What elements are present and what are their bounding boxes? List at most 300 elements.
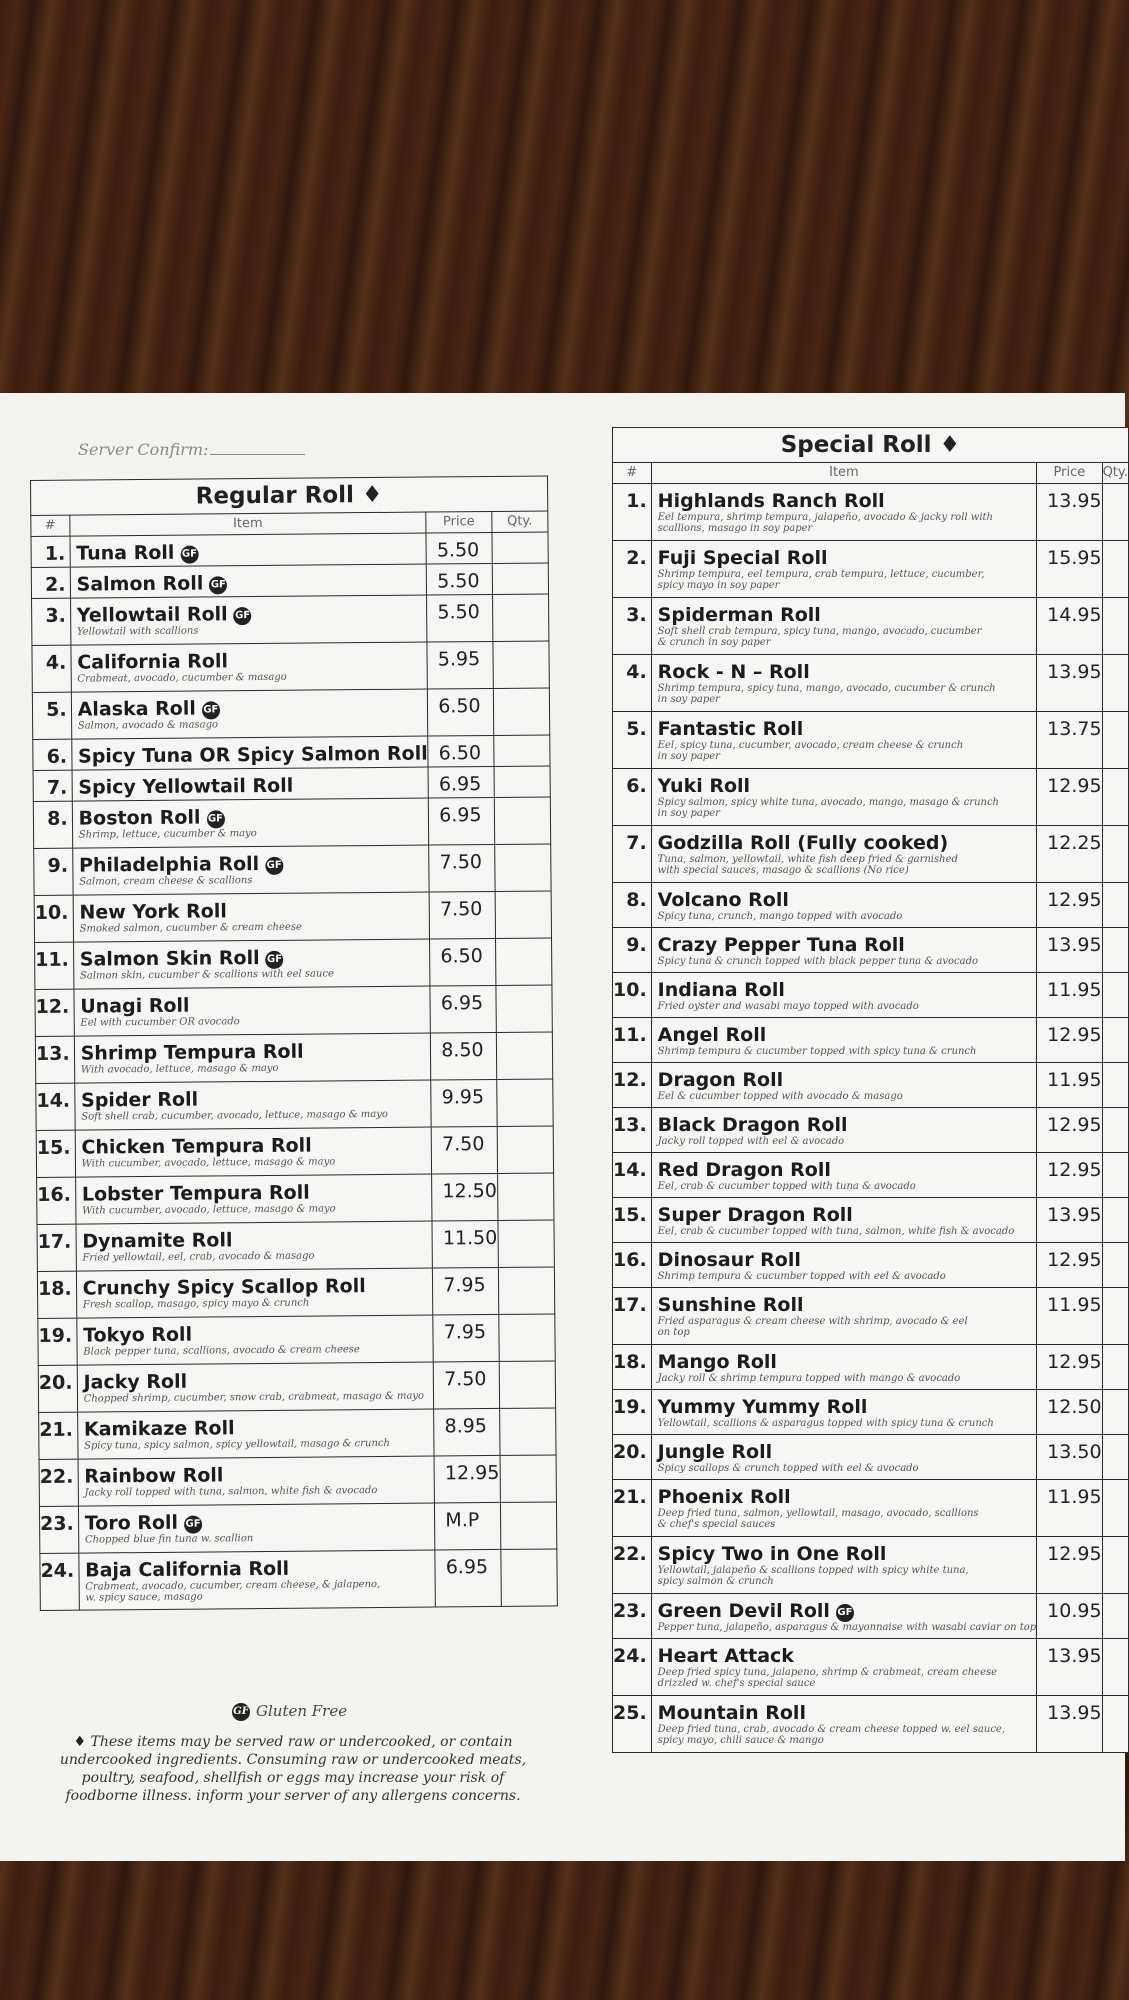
item-cell — [78, 1503, 435, 1553]
gluten-free-icon: GF — [202, 701, 220, 719]
item-price: 12.25 — [1037, 826, 1102, 883]
menu-row — [35, 1032, 552, 1084]
diamond-icon: ♦ — [73, 1734, 87, 1750]
item-cell — [75, 1174, 432, 1224]
item-description: in soy paper — [657, 751, 720, 762]
item-cell — [651, 1480, 1036, 1537]
qty-field[interactable] — [492, 563, 549, 594]
qty-field[interactable] — [1102, 1018, 1128, 1063]
menu-row — [613, 484, 1129, 541]
item-number: 20. — [613, 1435, 652, 1480]
qty-field[interactable] — [1102, 928, 1128, 973]
item-price: 12.95 — [434, 1455, 500, 1503]
qty-field[interactable] — [500, 1502, 557, 1549]
menu-row — [39, 1455, 556, 1507]
item-number: 2. — [31, 567, 70, 598]
item-number: 10. — [34, 895, 73, 942]
item-number: 24. — [613, 1639, 652, 1696]
item-cell — [651, 598, 1036, 655]
item-name: Fantastic Roll — [657, 718, 804, 740]
menu-row — [613, 973, 1129, 1018]
item-cell — [74, 1033, 431, 1083]
qty-field[interactable] — [1102, 541, 1128, 598]
item-description: Salmon, cream cheese & scallions — [79, 875, 253, 888]
qty-field[interactable] — [1102, 1153, 1128, 1198]
menu-row — [33, 797, 550, 849]
menu-row — [39, 1408, 556, 1460]
item-name: Boston Roll GF — [78, 806, 224, 830]
qty-field[interactable] — [494, 844, 551, 891]
item-name: Phoenix Roll — [657, 1486, 791, 1508]
item-price: 11.95 — [1037, 1063, 1102, 1108]
item-price: 10.95 — [1037, 1594, 1102, 1639]
item-cell — [651, 1594, 1036, 1639]
item-name: California Roll — [77, 650, 229, 674]
item-cell — [78, 1456, 435, 1506]
menu-row — [613, 928, 1129, 973]
qty-field[interactable] — [495, 891, 552, 938]
item-description: on top — [657, 1327, 690, 1338]
item-cell — [70, 564, 427, 598]
menu-row — [613, 1243, 1129, 1288]
item-number: 11. — [35, 942, 74, 989]
item-price: M.P — [435, 1502, 501, 1550]
item-name: Baja California Roll — [85, 1557, 290, 1582]
header-price: Price — [426, 511, 492, 533]
gluten-free-icon: GF — [232, 1703, 250, 1721]
item-name: Heart Attack — [657, 1645, 794, 1667]
qty-field[interactable] — [494, 766, 551, 797]
menu-row — [34, 844, 551, 896]
item-description: Shrimp tempura & cucumber topped with eel & avocado — [657, 1271, 946, 1282]
qty-field[interactable] — [1102, 1696, 1128, 1753]
item-description: Chopped blue fin tuna w. scallion — [84, 1533, 254, 1546]
item-price: 12.50 — [1037, 1390, 1102, 1435]
qty-field[interactable] — [1102, 883, 1128, 928]
item-description: scallions, masago in soy paper — [657, 523, 813, 534]
item-number: 18. — [37, 1271, 76, 1318]
gluten-free-legend: GF Gluten Free — [233, 1702, 348, 1720]
item-price: 15.95 — [1037, 541, 1102, 598]
special-roll-table — [612, 427, 1129, 1753]
menu-row — [613, 1018, 1129, 1063]
qty-field[interactable] — [494, 797, 551, 844]
item-cell — [651, 1390, 1036, 1435]
menu-row — [613, 826, 1129, 883]
item-description: Soft shell crab, cucumber, avocado, lettuce, masago & mayo — [81, 1108, 388, 1123]
item-name: Godzilla Roll (Fully cooked) — [657, 832, 949, 854]
qty-field[interactable] — [498, 1314, 555, 1361]
gluten-free-icon: GF — [180, 546, 198, 564]
item-description: Fresh scallop, masago, spicy mayo & crunch — [82, 1297, 310, 1311]
item-description: drizzled w. chef's special sauce — [657, 1678, 816, 1689]
item-description: Eel with cucumber OR avocado — [80, 1016, 240, 1029]
item-cell — [651, 1108, 1036, 1153]
menu-row — [33, 735, 550, 771]
item-price: 12.95 — [1037, 1018, 1102, 1063]
item-price: 11.95 — [1037, 973, 1102, 1018]
qty-field[interactable] — [496, 985, 553, 1032]
qty-field[interactable] — [498, 1267, 555, 1314]
menu-row — [32, 641, 549, 693]
item-number: 16. — [613, 1243, 652, 1288]
item-description: Fried yellowtail, eel, crab, avocado & masago — [82, 1250, 315, 1264]
gluten-free-icon: GF — [206, 810, 224, 828]
item-name: Spicy Two in One Roll — [657, 1543, 887, 1565]
menu-row — [33, 766, 550, 802]
item-number: 13. — [613, 1108, 652, 1153]
item-cell — [651, 655, 1036, 712]
item-number: 25. — [613, 1696, 652, 1753]
item-cell — [77, 1362, 434, 1412]
item-price: 6.95 — [430, 985, 496, 1033]
item-number: 2. — [613, 541, 652, 598]
item-name: Black Dragon Roll — [657, 1114, 848, 1136]
menu-row — [32, 594, 549, 646]
qty-field[interactable] — [1102, 1108, 1128, 1153]
qty-field[interactable] — [1102, 712, 1128, 769]
item-name: Rock - N – Roll — [657, 661, 810, 683]
item-price: 12.95 — [1037, 1108, 1102, 1153]
menu-row — [613, 1435, 1129, 1480]
item-description: Spicy tuna, spicy salmon, spicy yellowtail, masago & crunch — [84, 1437, 390, 1452]
item-description: in soy paper — [657, 808, 720, 819]
header-number: # — [31, 515, 70, 536]
item-price: 7.95 — [433, 1314, 499, 1362]
qty-field[interactable] — [1102, 1288, 1128, 1345]
qty-field[interactable] — [493, 641, 550, 688]
item-description: spicy mayo in soy paper — [657, 580, 780, 591]
menu-row — [613, 1480, 1129, 1537]
item-description: Deep fried tuna, crab, avocado & cream cheese topped w. eel sauce, — [657, 1724, 1006, 1735]
item-description: With avocado, lettuce, masago & mayo — [80, 1062, 279, 1076]
item-name: Philadelphia Roll GF — [78, 853, 282, 877]
item-number: 6. — [613, 769, 652, 826]
item-number: 14. — [36, 1083, 75, 1130]
item-description: Shrimp, lettuce, cucumber & mayo — [78, 828, 257, 841]
item-number: 12. — [35, 989, 74, 1036]
item-cell — [651, 883, 1036, 928]
item-description: & chef's special sauces — [657, 1519, 776, 1530]
menu-row — [613, 1594, 1129, 1639]
item-cell — [73, 939, 430, 989]
item-name: Highlands Ranch Roll — [657, 490, 885, 512]
menu-row — [613, 883, 1129, 928]
menu-row — [613, 769, 1129, 826]
item-description: Jacky roll topped with tuna, salmon, white fish & avocado — [84, 1485, 378, 1499]
item-number: 8. — [613, 883, 652, 928]
item-cell — [651, 1345, 1036, 1390]
item-description: Eel, crab & cucumber topped with tuna & avocado — [657, 1181, 916, 1192]
item-cell — [651, 1639, 1036, 1696]
menu-row — [613, 655, 1129, 712]
qty-field[interactable] — [1102, 598, 1128, 655]
item-cell — [70, 595, 427, 645]
item-price: 5.50 — [427, 594, 493, 642]
menu-row — [31, 563, 548, 599]
item-description: Jacky roll & shrimp tempura topped with mango & avocado — [657, 1373, 961, 1384]
item-name: Jacky Roll — [83, 1370, 188, 1394]
item-price: 13.75 — [1037, 712, 1102, 769]
menu-row — [613, 1063, 1129, 1108]
menu-row — [613, 1288, 1129, 1345]
item-cell — [651, 1435, 1036, 1480]
item-name: Yuki Roll — [657, 775, 751, 797]
item-description: Eel tempura, shrimp tempura, jalapeño, avocado & jacky roll with — [657, 512, 993, 523]
item-name: Red Dragon Roll — [657, 1159, 831, 1181]
item-description: Eel & cucumber topped with avocado & masago — [657, 1091, 903, 1102]
qty-field[interactable] — [1102, 1243, 1128, 1288]
item-description: Spicy salmon, spicy white tuna, avocado, mango, masago & crunch — [657, 797, 999, 808]
item-cell — [651, 541, 1036, 598]
qty-field[interactable] — [495, 938, 552, 985]
item-number: 14. — [613, 1153, 652, 1198]
item-description: Spicy scallops & crunch topped with eel & avocado — [657, 1463, 919, 1474]
item-cell — [651, 1243, 1036, 1288]
menu-row — [36, 1126, 553, 1178]
qty-field[interactable] — [492, 594, 549, 641]
item-number: 1. — [613, 484, 652, 541]
menu-row — [613, 1639, 1129, 1696]
item-cell — [651, 1198, 1036, 1243]
menu-row — [34, 891, 551, 943]
item-name: New York Roll — [79, 900, 227, 924]
qty-field[interactable] — [1102, 1480, 1128, 1537]
qty-field[interactable] — [1102, 1198, 1128, 1243]
qty-field[interactable] — [1102, 1435, 1128, 1480]
item-name: Fuji Special Roll — [657, 547, 828, 569]
qty-field[interactable] — [1102, 1063, 1128, 1108]
item-number: 15. — [36, 1130, 75, 1177]
item-number: 11. — [613, 1018, 652, 1063]
item-description: Black pepper tuna, scallions, avocado & cream cheese — [83, 1344, 360, 1358]
item-number: 23. — [39, 1506, 78, 1553]
menu-row — [613, 1108, 1129, 1153]
item-number: 16. — [37, 1177, 76, 1224]
item-number: 22. — [613, 1537, 652, 1594]
item-name: Lobster Tempura Roll — [81, 1181, 310, 1206]
item-description: Spicy tuna, crunch, mango topped with avocado — [657, 911, 903, 922]
item-price: 11.95 — [1037, 1288, 1102, 1345]
item-cell — [72, 845, 429, 895]
item-cell — [74, 986, 431, 1036]
header-item: Item — [69, 512, 426, 536]
item-name: Volcano Roll — [657, 889, 789, 911]
item-price: 6.50 — [430, 938, 496, 986]
gluten-free-icon: GF — [234, 607, 252, 625]
item-price: 11.50 — [432, 1220, 498, 1268]
item-price: 7.50 — [429, 844, 495, 892]
item-price: 6.50 — [428, 735, 494, 767]
item-name: Super Dragon Roll — [657, 1204, 853, 1226]
menu-row — [40, 1549, 557, 1611]
qty-field[interactable] — [497, 1173, 554, 1220]
item-name: Spiderman Roll — [657, 604, 821, 626]
qty-field[interactable] — [1102, 1594, 1128, 1639]
item-description: in soy paper — [657, 694, 720, 705]
item-number: 9. — [34, 848, 73, 895]
gluten-free-icon: GF — [184, 1516, 202, 1534]
qty-field[interactable] — [501, 1549, 558, 1606]
item-price: 6.95 — [435, 1549, 501, 1607]
item-price: 11.95 — [1037, 1480, 1102, 1537]
item-name: Crunchy Spicy Scallop Roll — [82, 1275, 366, 1300]
menu-row — [613, 1390, 1129, 1435]
item-name: Dinosaur Roll — [657, 1249, 801, 1271]
item-name: Green Devil Roll GF — [657, 1600, 853, 1622]
qty-field[interactable] — [497, 1126, 554, 1173]
header-price: Price — [1037, 463, 1102, 484]
item-number: 7. — [33, 770, 72, 801]
item-description: Pepper tuna, jalapeño, asparagus & mayonnaise with wasabi caviar on top — [657, 1622, 1037, 1633]
item-cell — [651, 1153, 1036, 1198]
item-price: 8.50 — [431, 1032, 497, 1080]
item-description: Smoked salmon, cucumber & cream cheese — [79, 921, 302, 935]
qty-field[interactable] — [1102, 1639, 1128, 1696]
item-price: 12.95 — [1037, 1243, 1102, 1288]
item-name: Indiana Roll — [657, 979, 785, 1001]
qty-field[interactable] — [492, 532, 549, 563]
item-description: spicy mayo, chili sauce & mango — [657, 1735, 824, 1746]
item-description: Jacky roll topped with eel & avocado — [657, 1136, 845, 1147]
item-name: Sunshine Roll — [657, 1294, 804, 1316]
qty-field[interactable] — [1102, 973, 1128, 1018]
item-price: 12.95 — [1037, 883, 1102, 928]
item-number: 5. — [32, 692, 71, 739]
item-cell — [651, 1018, 1036, 1063]
item-description: Crabmeat, avocado, cucumber & masago — [77, 671, 287, 685]
item-price: 7.50 — [433, 1361, 499, 1409]
menu-row — [613, 541, 1129, 598]
item-price: 5.50 — [427, 563, 493, 595]
item-price: 5.50 — [426, 532, 492, 564]
menu-row — [37, 1220, 554, 1272]
item-number: 5. — [613, 712, 652, 769]
menu-row — [32, 688, 549, 740]
qty-field[interactable] — [496, 1032, 553, 1079]
item-number: 4. — [613, 655, 652, 712]
qty-field[interactable] — [499, 1361, 556, 1408]
item-price: 7.50 — [431, 1126, 497, 1174]
item-description: Fried asparagus & cream cheese with shrimp, avocado & eel — [657, 1316, 968, 1327]
item-cell — [77, 1409, 434, 1459]
item-name: Tokyo Roll — [83, 1323, 193, 1347]
item-description: Salmon skin, cucumber & scallions with eel sauce — [79, 968, 335, 982]
qty-field[interactable] — [1102, 769, 1128, 826]
menu-row — [613, 1345, 1129, 1390]
menu-row — [37, 1173, 554, 1225]
qty-field[interactable] — [1102, 484, 1128, 541]
item-name: Yellowtail Roll GF — [76, 603, 251, 627]
item-cell — [70, 533, 427, 567]
item-price: 5.95 — [427, 641, 493, 689]
qty-field[interactable] — [496, 1079, 553, 1126]
item-price: 7.95 — [433, 1267, 499, 1315]
item-description: & crunch in soy paper — [657, 637, 771, 648]
item-description: Yellowtail with scallions — [76, 625, 199, 638]
item-name: Spider Roll — [80, 1088, 199, 1112]
item-price: 12.95 — [1037, 1153, 1102, 1198]
item-description: With cucumber, avocado, lettuce, masago & mayo — [82, 1203, 336, 1217]
item-cell — [651, 928, 1036, 973]
item-description: Deep fried tuna, salmon, yellowtail, masago, avocado, scallions — [657, 1508, 979, 1519]
qty-field[interactable] — [500, 1455, 557, 1502]
item-name: Toro Roll GF — [84, 1511, 201, 1535]
qty-field[interactable] — [493, 735, 550, 766]
item-name: Shrimp Tempura Roll — [80, 1040, 304, 1065]
item-cell — [71, 642, 428, 692]
item-cell — [79, 1550, 436, 1610]
item-price: 12.95 — [1037, 1345, 1102, 1390]
qty-field[interactable] — [1102, 1390, 1128, 1435]
item-name: Kamikaze Roll — [83, 1417, 235, 1441]
gluten-free-icon: GF — [209, 576, 227, 594]
item-name: Chicken Tempura Roll — [81, 1134, 312, 1159]
item-description: Salmon, avocado & masago — [77, 719, 219, 732]
item-cell — [651, 712, 1036, 769]
item-description: Spicy tuna & crunch topped with black pepper tuna & avocado — [657, 956, 979, 967]
item-price: 14.95 — [1037, 598, 1102, 655]
item-description: Shrimp tempura & cucumber topped with spicy tuna & crunch — [657, 1046, 977, 1057]
item-number: 12. — [613, 1063, 652, 1108]
server-confirm-line — [210, 454, 305, 455]
special-roll-title: Special Roll ♦ — [613, 428, 1129, 463]
gluten-free-icon: GF — [836, 1604, 854, 1622]
item-name: Salmon Roll GF — [76, 572, 226, 596]
item-price: 8.95 — [434, 1408, 500, 1456]
item-number: 4. — [32, 645, 71, 692]
menu-row — [613, 712, 1129, 769]
item-description: Eel, crab & cucumber topped with tuna, salmon, white fish & avocado — [657, 1226, 1015, 1237]
item-number: 19. — [613, 1390, 652, 1435]
item-cell — [71, 736, 428, 770]
menu-row — [37, 1267, 554, 1319]
item-price: 7.50 — [429, 891, 495, 939]
raw-food-disclaimer: ♦ These items may be served raw or undercooked, or contain undercooked ingredients. Consuming raw or undercooked meats, poultry, seafood, shellfish or eggs may increase your risk of foodborne illness. inform your server of any allergens concerns. — [59, 1734, 527, 1804]
qty-field[interactable] — [498, 1220, 555, 1267]
item-description: Yellowtail, scallions & asparagus topped with spicy tuna & crunch — [657, 1418, 994, 1429]
item-number: 19. — [38, 1318, 77, 1365]
item-name: Spicy Yellowtail Roll — [78, 774, 294, 799]
item-number: 7. — [613, 826, 652, 883]
item-number: 22. — [39, 1459, 78, 1506]
item-price: 13.50 — [1037, 1435, 1102, 1480]
qty-field[interactable] — [499, 1408, 556, 1455]
item-name: Mountain Roll — [657, 1702, 806, 1724]
qty-field[interactable] — [1102, 826, 1128, 883]
item-cell — [651, 769, 1036, 826]
item-price: 12.95 — [1037, 1537, 1102, 1594]
qty-field[interactable] — [1102, 1537, 1128, 1594]
menu-row — [38, 1314, 555, 1366]
item-description: Soft shell crab tempura, spicy tuna, mango, avocado, cucumber — [657, 626, 982, 637]
menu-row — [613, 1537, 1129, 1594]
header-number: # — [613, 463, 652, 484]
item-description: Chopped shrimp, cucumber, snow crab, crabmeat, masago & mayo — [83, 1390, 425, 1405]
qty-field[interactable] — [1102, 1345, 1128, 1390]
item-description: Tuna, salmon, yellowtail, white fish deep fried & garnished — [657, 854, 958, 865]
item-description: spicy salmon & crunch — [657, 1576, 774, 1587]
item-cell — [73, 892, 430, 942]
qty-field[interactable] — [1102, 655, 1128, 712]
item-name: Yummy Yummy Roll — [657, 1396, 868, 1418]
item-number: 10. — [613, 973, 652, 1018]
menu-row — [35, 938, 552, 990]
item-description: Deep fried spicy tuna, jalapeno, shrimp & crabmeat, cream cheese — [657, 1667, 998, 1678]
menu-row — [36, 1079, 553, 1131]
item-number: 21. — [39, 1412, 78, 1459]
qty-field[interactable] — [493, 688, 550, 735]
